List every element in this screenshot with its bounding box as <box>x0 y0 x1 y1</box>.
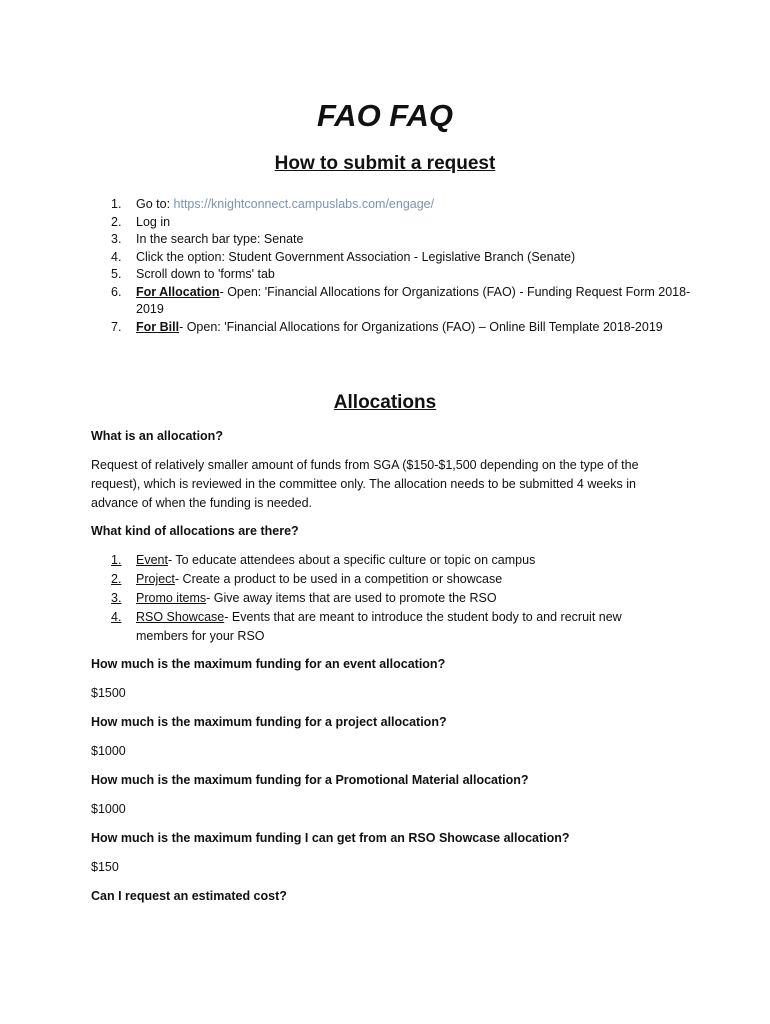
question-event-max: How much is the maximum funding for an event allocation? <box>91 657 446 671</box>
answer-what-is-allocation: Request of relatively smaller amount of funds from SGA ($150-$1,500 depending on the type of the request), which is reviewed in the committee only. The allocation needs to be submitted 4 weeks in advance of when the funding is needed. <box>91 458 639 510</box>
type-desc: - Give away items that are used to promote the RSO <box>206 591 497 605</box>
list-item <box>111 266 691 284</box>
step-text: Scroll down to 'forms' tab <box>136 267 275 281</box>
list-number: 4. <box>111 249 122 264</box>
type-desc: - Events that are meant to introduce the student body to and recruit new members for your RSO <box>136 610 622 643</box>
answer-event-max: $1500 <box>91 686 126 700</box>
list-item <box>111 231 691 249</box>
list-number: 7. <box>111 319 122 334</box>
type-desc: - To educate attendees about a specific culture or topic on campus <box>167 553 536 567</box>
answer-project-max: $1000 <box>91 744 126 758</box>
question-project-max: How much is the maximum funding for a project allocation? <box>91 715 447 729</box>
list-item <box>111 319 691 337</box>
list-number: 3. <box>111 232 122 246</box>
step-text: In the search bar type: Senate <box>136 232 304 246</box>
question-what-is-allocation: What is an allocation? <box>91 429 223 443</box>
list-item <box>111 608 671 646</box>
type-term: RSO Showcase <box>136 610 225 624</box>
question-showcase-max: How much is the maximum funding I can get from an RSO Showcase allocation? <box>91 831 570 845</box>
list-item <box>111 589 671 608</box>
list-item <box>111 284 691 319</box>
submit-request-heading: How to submit a request <box>274 153 496 174</box>
knightconnect-link[interactable]: https://knightconnect.campuslabs.com/engage/ <box>173 197 435 211</box>
allocations-heading: Allocations <box>333 392 437 413</box>
step-text: - Open: 'Financial Allocations for Organizations (FAO) - Funding Request Form 2018-2019 <box>136 284 691 316</box>
step-text: Log in <box>136 214 171 229</box>
list-number: 5. <box>111 267 122 281</box>
for-allocation-label: For Allocation <box>136 284 220 299</box>
list-number: 4. <box>111 610 122 624</box>
answer-promo-max: $1000 <box>91 802 126 816</box>
list-number: 1. <box>111 197 122 211</box>
for-bill-label: For Bill <box>136 319 180 334</box>
type-term: Promo items <box>136 591 207 605</box>
list-item <box>111 551 671 570</box>
question-promo-max: How much is the maximum funding for a Promotional Material allocation? <box>91 773 529 787</box>
list-number: 2. <box>111 214 122 229</box>
question-kinds-of-allocations: What kind of allocations are there? <box>91 524 299 538</box>
type-term: Event <box>136 553 168 567</box>
question-estimated-cost: Can I request an estimated cost? <box>91 889 287 903</box>
submit-steps-list <box>111 196 691 336</box>
page-title: FAO FAQ <box>316 98 454 133</box>
list-item <box>111 249 691 267</box>
list-item <box>111 214 691 232</box>
type-term: Project <box>136 572 175 586</box>
step-text: Go to: <box>136 197 174 211</box>
list-number: 2. <box>111 572 122 586</box>
list-number: 1. <box>111 553 122 567</box>
answer-showcase-max: $150 <box>91 860 119 874</box>
list-item <box>111 570 671 589</box>
type-desc: - Create a product to be used in a competition or showcase <box>174 572 503 586</box>
step-text: Click the option: Student Government Association - Legislative Branch (Senate) <box>136 249 576 264</box>
list-number: 6. <box>111 284 122 299</box>
allocation-types-list <box>111 551 671 646</box>
list-item <box>111 196 691 214</box>
list-number: 3. <box>111 591 122 605</box>
step-text: - Open: 'Financial Allocations for Organizations (FAO) – Online Bill Template 2018-2019 <box>179 319 663 334</box>
